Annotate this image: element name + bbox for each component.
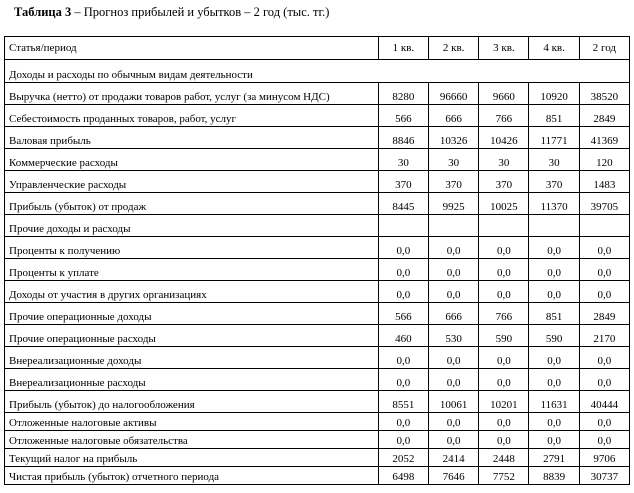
row-value: 10201 xyxy=(479,391,529,413)
table-row xyxy=(5,467,630,485)
row-value: 41369 xyxy=(579,127,629,149)
header-cell-q3: 3 кв. xyxy=(479,37,529,60)
header-cell-q1: 1 кв. xyxy=(378,37,428,60)
row-value xyxy=(429,215,479,237)
table-row xyxy=(5,391,630,413)
row-value: 96660 xyxy=(429,83,479,105)
row-label: Отложенные налоговые активы xyxy=(5,413,379,431)
row-value: 8551 xyxy=(378,391,428,413)
table-row xyxy=(5,413,630,431)
row-value: 30 xyxy=(529,149,579,171)
row-label: Внереализационные доходы xyxy=(5,347,379,369)
row-label: Чистая прибыль (убыток) отчетного периода xyxy=(5,467,379,485)
row-value: 590 xyxy=(529,325,579,347)
table-row xyxy=(5,431,630,449)
table-caption xyxy=(14,4,329,20)
row-value: 0,0 xyxy=(579,237,629,259)
row-value: 11370 xyxy=(529,193,579,215)
row-value: 7646 xyxy=(429,467,479,485)
row-value: 8839 xyxy=(529,467,579,485)
row-value: 370 xyxy=(429,171,479,193)
row-label: Внереализационные расходы xyxy=(5,369,379,391)
row-value: 0,0 xyxy=(579,347,629,369)
row-value: 0,0 xyxy=(529,369,579,391)
row-value: 6498 xyxy=(378,467,428,485)
row-value: 0,0 xyxy=(378,413,428,431)
row-value: 9660 xyxy=(479,83,529,105)
table-row xyxy=(5,281,630,303)
profit-loss-table xyxy=(4,36,630,485)
table-row xyxy=(5,127,630,149)
row-value: 566 xyxy=(378,303,428,325)
row-label: Текущий налог на прибыль xyxy=(5,449,379,467)
row-label: Управленческие расходы xyxy=(5,171,379,193)
row-value: 0,0 xyxy=(429,281,479,303)
row-label: Валовая прибыль xyxy=(5,127,379,149)
row-value: 2052 xyxy=(378,449,428,467)
row-value: 0,0 xyxy=(579,369,629,391)
row-value: 10326 xyxy=(429,127,479,149)
row-value: 0,0 xyxy=(429,347,479,369)
row-value xyxy=(479,215,529,237)
table-row xyxy=(5,303,630,325)
row-value: 0,0 xyxy=(529,413,579,431)
row-value: 8846 xyxy=(378,127,428,149)
row-value: 9925 xyxy=(429,193,479,215)
row-value: 0,0 xyxy=(479,281,529,303)
table-row xyxy=(5,369,630,391)
row-value: 0,0 xyxy=(479,369,529,391)
row-value: 2170 xyxy=(579,325,629,347)
row-value: 0,0 xyxy=(479,413,529,431)
row-value: 38520 xyxy=(579,83,629,105)
row-value: 8280 xyxy=(378,83,428,105)
caption-title: – Прогноз прибылей и убытков – 2 год (тыс. тг.) xyxy=(71,5,330,19)
row-value: 0,0 xyxy=(378,347,428,369)
row-value: 530 xyxy=(429,325,479,347)
section-title: Доходы и расходы по обычным видам деятельности xyxy=(5,60,630,83)
table-row xyxy=(5,215,630,237)
row-label: Доходы от участия в других организациях xyxy=(5,281,379,303)
row-label: Выручка (нетто) от продажи товаров работ, услуг (за минусом НДС) xyxy=(5,83,379,105)
row-value: 10025 xyxy=(479,193,529,215)
row-value: 0,0 xyxy=(429,237,479,259)
table-row xyxy=(5,149,630,171)
row-value xyxy=(529,215,579,237)
row-value: 0,0 xyxy=(378,431,428,449)
row-value: 7752 xyxy=(479,467,529,485)
row-label: Прочие операционные расходы xyxy=(5,325,379,347)
row-value: 666 xyxy=(429,105,479,127)
row-value xyxy=(579,215,629,237)
row-value xyxy=(378,215,428,237)
row-value: 0,0 xyxy=(529,237,579,259)
row-value: 851 xyxy=(529,303,579,325)
row-value: 0,0 xyxy=(579,413,629,431)
row-label: Проценты к получению xyxy=(5,237,379,259)
section-row xyxy=(5,60,630,83)
table-row xyxy=(5,171,630,193)
row-label: Прибыль (убыток) до налогообложения xyxy=(5,391,379,413)
row-value: 590 xyxy=(479,325,529,347)
row-value: 0,0 xyxy=(378,259,428,281)
row-value: 370 xyxy=(529,171,579,193)
row-value: 0,0 xyxy=(529,431,579,449)
row-value: 2849 xyxy=(579,303,629,325)
row-value: 30 xyxy=(429,149,479,171)
row-value: 0,0 xyxy=(429,431,479,449)
table-row xyxy=(5,83,630,105)
table-row xyxy=(5,449,630,467)
row-value: 0,0 xyxy=(529,281,579,303)
row-value: 0,0 xyxy=(479,431,529,449)
table-header-row xyxy=(5,37,630,60)
row-value: 9706 xyxy=(579,449,629,467)
row-value: 0,0 xyxy=(429,369,479,391)
row-value: 11631 xyxy=(529,391,579,413)
row-value: 666 xyxy=(429,303,479,325)
table-row xyxy=(5,193,630,215)
row-value: 460 xyxy=(378,325,428,347)
row-value: 566 xyxy=(378,105,428,127)
row-value: 120 xyxy=(579,149,629,171)
row-label: Себестоимость проданных товаров, работ, услуг xyxy=(5,105,379,127)
row-value: 851 xyxy=(529,105,579,127)
row-value: 1483 xyxy=(579,171,629,193)
row-value: 39705 xyxy=(579,193,629,215)
row-value: 2791 xyxy=(529,449,579,467)
row-label: Прочие операционные доходы xyxy=(5,303,379,325)
row-value: 0,0 xyxy=(529,259,579,281)
header-cell-q2: 2 кв. xyxy=(429,37,479,60)
row-value: 0,0 xyxy=(479,237,529,259)
row-label: Проценты к уплате xyxy=(5,259,379,281)
row-value: 370 xyxy=(378,171,428,193)
row-value: 370 xyxy=(479,171,529,193)
table-row xyxy=(5,237,630,259)
row-value: 10061 xyxy=(429,391,479,413)
row-label: Прочие доходы и расходы xyxy=(5,215,379,237)
row-label: Прибыль (убыток) от продаж xyxy=(5,193,379,215)
row-value: 30 xyxy=(479,149,529,171)
row-value: 0,0 xyxy=(579,281,629,303)
row-value: 10426 xyxy=(479,127,529,149)
row-value: 2448 xyxy=(479,449,529,467)
table-row xyxy=(5,325,630,347)
table-row xyxy=(5,259,630,281)
row-value: 0,0 xyxy=(429,259,479,281)
row-value: 2414 xyxy=(429,449,479,467)
header-cell-year: 2 год xyxy=(579,37,629,60)
row-value: 0,0 xyxy=(378,281,428,303)
row-value: 0,0 xyxy=(579,431,629,449)
row-value: 0,0 xyxy=(479,259,529,281)
row-value: 0,0 xyxy=(378,369,428,391)
row-value: 0,0 xyxy=(479,347,529,369)
header-cell-period: Статья/период xyxy=(5,37,379,60)
row-value: 10920 xyxy=(529,83,579,105)
row-value: 0,0 xyxy=(378,237,428,259)
table-row xyxy=(5,347,630,369)
row-value: 0,0 xyxy=(529,347,579,369)
row-value: 30737 xyxy=(579,467,629,485)
row-value: 30 xyxy=(378,149,428,171)
row-value: 766 xyxy=(479,303,529,325)
row-label: Коммерческие расходы xyxy=(5,149,379,171)
row-value: 40444 xyxy=(579,391,629,413)
row-value: 0,0 xyxy=(429,413,479,431)
row-value: 766 xyxy=(479,105,529,127)
row-value: 0,0 xyxy=(579,259,629,281)
row-value: 8445 xyxy=(378,193,428,215)
table-row xyxy=(5,105,630,127)
row-label: Отложенные налоговые обязательства xyxy=(5,431,379,449)
row-value: 2849 xyxy=(579,105,629,127)
header-cell-q4: 4 кв. xyxy=(529,37,579,60)
caption-number: Таблица 3 xyxy=(14,5,72,19)
row-value: 11771 xyxy=(529,127,579,149)
